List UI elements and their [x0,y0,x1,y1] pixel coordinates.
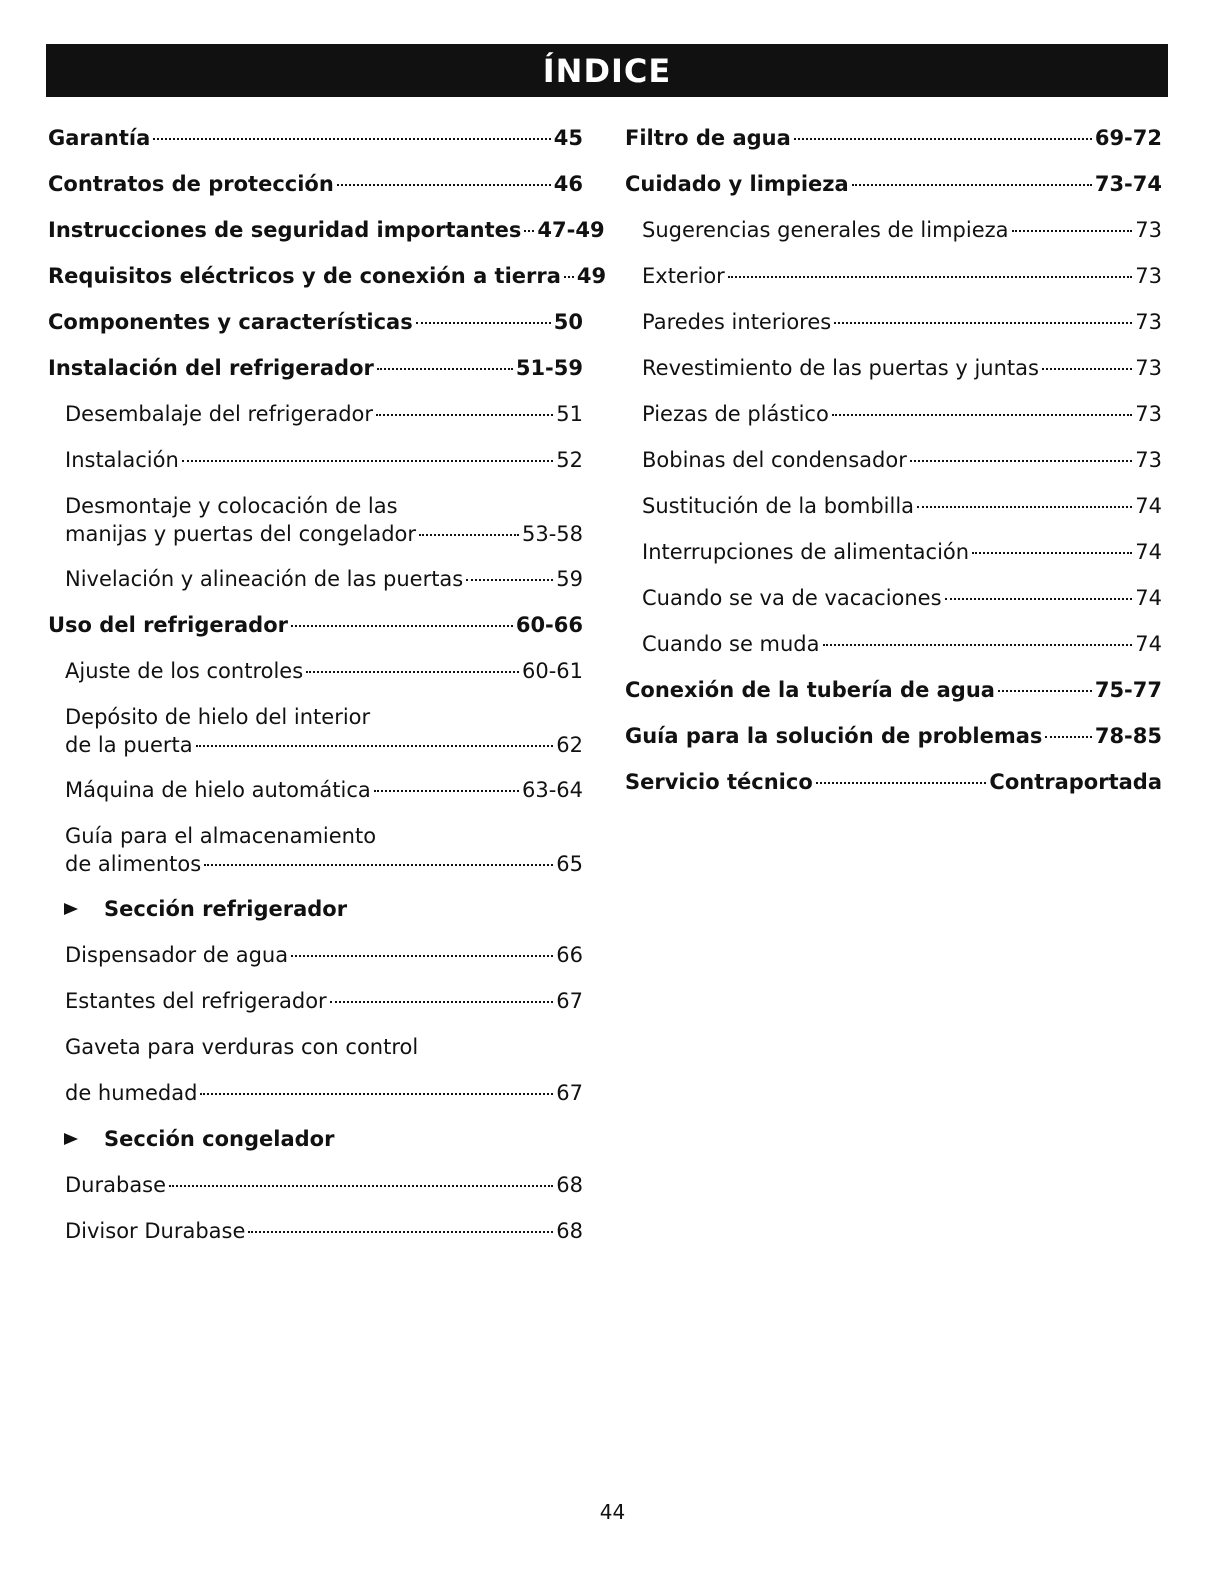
toc-entry-label: Instalación [65,448,179,472]
toc-entry[interactable] [625,216,1162,262]
dot-leader [945,598,1133,600]
dot-leader [823,644,1133,646]
dot-leader [374,790,519,792]
toc-page-number: 51 [556,402,583,426]
dot-leader [196,745,554,747]
page-title: ÍNDICE [46,44,1168,97]
toc-entry-label: Servicio técnico [625,770,813,794]
dot-leader [832,414,1132,416]
toc-entry[interactable] [48,941,583,987]
dot-leader [972,552,1132,554]
toc-page-number: 67 [556,1081,583,1105]
triangle-bullet-icon [64,1133,78,1145]
toc-entry-multiline[interactable] [48,703,583,776]
dot-leader [248,1231,553,1233]
toc-page-number: 50 [553,310,583,334]
triangle-bullet-icon [64,903,78,915]
toc-entry[interactable] [625,538,1162,584]
toc-entry-label: Nivelación y alineación de las puertas [65,567,464,591]
toc-entry-label: Contratos de protección [48,172,334,196]
toc-entry-label: Durabase [65,1173,167,1197]
toc-entry-label: Bobinas del condensador [642,448,907,472]
dot-leader [816,782,987,784]
toc-entry[interactable] [48,446,583,492]
toc-entry-label: Cuando se muda [642,632,820,656]
toc-entry-label: Estantes del refrigerador [65,989,327,1013]
toc-page-number: 49 [576,264,607,288]
toc-entry-label: de la puerta [65,733,193,757]
dot-leader [377,368,513,370]
toc-entry-label: Divisor Durabase [65,1219,246,1243]
dot-leader [1042,368,1132,370]
toc-page-number: 74 [1135,494,1162,518]
toc-entry[interactable] [48,216,605,262]
toc-entry[interactable] [625,170,1162,216]
dot-leader [416,322,551,324]
dot-leader [728,276,1132,278]
dot-leader [376,414,553,416]
toc-section-heading [48,895,583,941]
dot-leader [204,864,553,866]
dot-leader [291,955,553,957]
toc-page-number: 74 [1135,540,1162,564]
toc-entry-label: Desembalaje del refrigerador [65,402,374,426]
toc-entry-label: Máquina de hielo automática [65,778,371,802]
toc-entry-label: Filtro de agua [625,126,791,150]
toc-entry-label: Uso del refrigerador [48,613,288,637]
toc-page-number: 73 [1135,356,1162,380]
toc-entry-label: Sugerencias generales de limpieza [642,218,1009,242]
toc-page-number: 73 [1135,448,1162,472]
toc-entry-label: Cuando se va de vacaciones [642,586,942,610]
toc-page-number: 60-61 [521,659,583,683]
toc-entry-label-line1: Desmontaje y colocación de las [65,494,398,518]
dot-leader [1045,736,1091,738]
toc-page-number: 45 [553,126,583,150]
dot-leader [419,534,519,536]
toc-entry-label: Cuidado y limpieza [625,172,849,196]
toc-section-heading [48,1125,583,1171]
toc-entry[interactable] [625,354,1162,400]
toc-entry-label: Requisitos eléctricos y de conexión a tierra [48,264,561,288]
toc-entry[interactable] [48,354,583,400]
toc-entry-label: de humedad [65,1081,198,1105]
toc-page-number: 65 [556,852,583,876]
toc-entry-label: Sustitución de la bombilla [642,494,915,518]
toc-entry[interactable] [48,565,583,611]
toc-left-column [48,124,607,1263]
toc-page-number: 73 [1135,218,1162,242]
toc-entry[interactable] [48,170,583,216]
toc-page-number: 47-49 [537,218,605,242]
toc-entry-label: Instalación del refrigerador [48,356,374,380]
toc-entry[interactable] [625,124,1162,170]
toc-entry-label: Dispensador de agua [65,943,289,967]
toc-entry[interactable] [625,492,1162,538]
toc-entry[interactable] [625,446,1162,492]
toc-page-number: 75-77 [1094,678,1162,702]
dot-leader [337,184,551,186]
toc-page-number: 68 [556,1219,583,1243]
dot-leader [917,506,1132,508]
dot-leader [852,184,1092,186]
toc-entry[interactable] [625,584,1162,630]
page-number: 44 [599,1500,626,1524]
toc-entry-label: Piezas de plástico [642,402,829,426]
toc-page-number: 46 [553,172,583,196]
toc-entry-label: Gaveta para verduras con control [65,1035,419,1059]
toc-page-number: 74 [1135,586,1162,610]
toc-entry[interactable] [48,1217,583,1263]
toc-entry[interactable] [48,611,583,657]
dot-leader [291,625,513,627]
dot-leader [153,138,550,140]
toc-entry[interactable] [48,987,583,1033]
dot-leader [910,460,1132,462]
dot-leader [466,579,553,581]
toc-entry-label: Revestimiento de las puertas y juntas [642,356,1039,380]
toc-entry[interactable] [625,676,1162,722]
dot-leader [306,671,519,673]
toc-entry-label: de alimentos [65,852,202,876]
toc-entry-label: Paredes interiores [642,310,832,334]
toc-entry-label-line1: Guía para el almacenamiento [65,824,377,848]
toc-entry[interactable] [625,768,1162,814]
toc-page-number: 66 [556,943,583,967]
toc-page-number: Contraportada [989,770,1162,794]
toc-entry[interactable] [65,731,583,759]
toc-page-number: 73 [1135,264,1162,288]
toc-entry-label: Interrupciones de alimentación [642,540,970,564]
toc-entry[interactable] [625,400,1162,446]
toc-entry[interactable] [48,1171,583,1217]
dot-leader [794,138,1092,140]
toc-page-number: 63-64 [521,778,583,802]
toc-entry-multiline[interactable] [48,492,583,565]
toc-entry-label: Garantía [48,126,151,150]
toc-entry[interactable] [48,657,583,703]
toc-entry[interactable] [65,850,583,878]
toc-page-number: 59 [556,567,583,591]
toc-entry[interactable] [48,776,583,822]
toc-entry[interactable] [625,630,1162,676]
toc-page-number: 60-66 [515,613,583,637]
dot-leader [169,1185,553,1187]
toc-entry-label: manijas y puertas del congelador [65,522,417,546]
toc-entry-label: Instrucciones de seguridad importantes [48,218,522,242]
toc-right-column [625,124,1162,814]
toc-entry-multiline[interactable] [48,822,583,895]
dot-leader [330,1001,554,1003]
toc-entry[interactable] [48,400,583,446]
dot-leader [200,1093,553,1095]
dot-leader [524,230,534,232]
toc-entry[interactable] [625,262,1162,308]
toc-entry-label-line1: Depósito de hielo del interior [65,705,371,729]
toc-page-number: 53-58 [521,522,583,546]
dot-leader [564,276,574,278]
toc-entry[interactable] [65,520,583,548]
toc-page-number: 51-59 [515,356,583,380]
dot-leader [998,690,1092,692]
toc-entry[interactable] [48,308,583,354]
toc-entry-label: Exterior [642,264,725,288]
toc-page-number: 62 [556,733,583,757]
toc-entry-label: Ajuste de los controles [65,659,304,683]
toc-entry[interactable] [625,722,1162,768]
dot-leader [1012,230,1133,232]
toc-page-number: 52 [556,448,583,472]
section-label: Sección congelador [104,1127,335,1151]
toc-page-number: 73-74 [1094,172,1162,196]
dot-leader [834,322,1132,324]
toc-entry-label: Guía para la solución de problemas [625,724,1043,748]
toc-page-number: 73 [1135,402,1162,426]
toc-entry[interactable] [48,1079,583,1125]
toc-page-number: 67 [556,989,583,1013]
dot-leader [182,460,553,462]
toc-page-number: 69-72 [1094,126,1162,150]
toc-entry[interactable] [48,262,607,308]
toc-entry[interactable] [625,308,1162,354]
toc-page-number: 73 [1135,310,1162,334]
toc-page-number: 68 [556,1173,583,1197]
toc-page-number: 78-85 [1094,724,1162,748]
section-label: Sección refrigerador [104,897,348,921]
toc-entry-label: Componentes y características [48,310,413,334]
toc-entry[interactable] [48,124,583,170]
toc-entry-label: Conexión de la tubería de agua [625,678,995,702]
toc-page-number: 74 [1135,632,1162,656]
